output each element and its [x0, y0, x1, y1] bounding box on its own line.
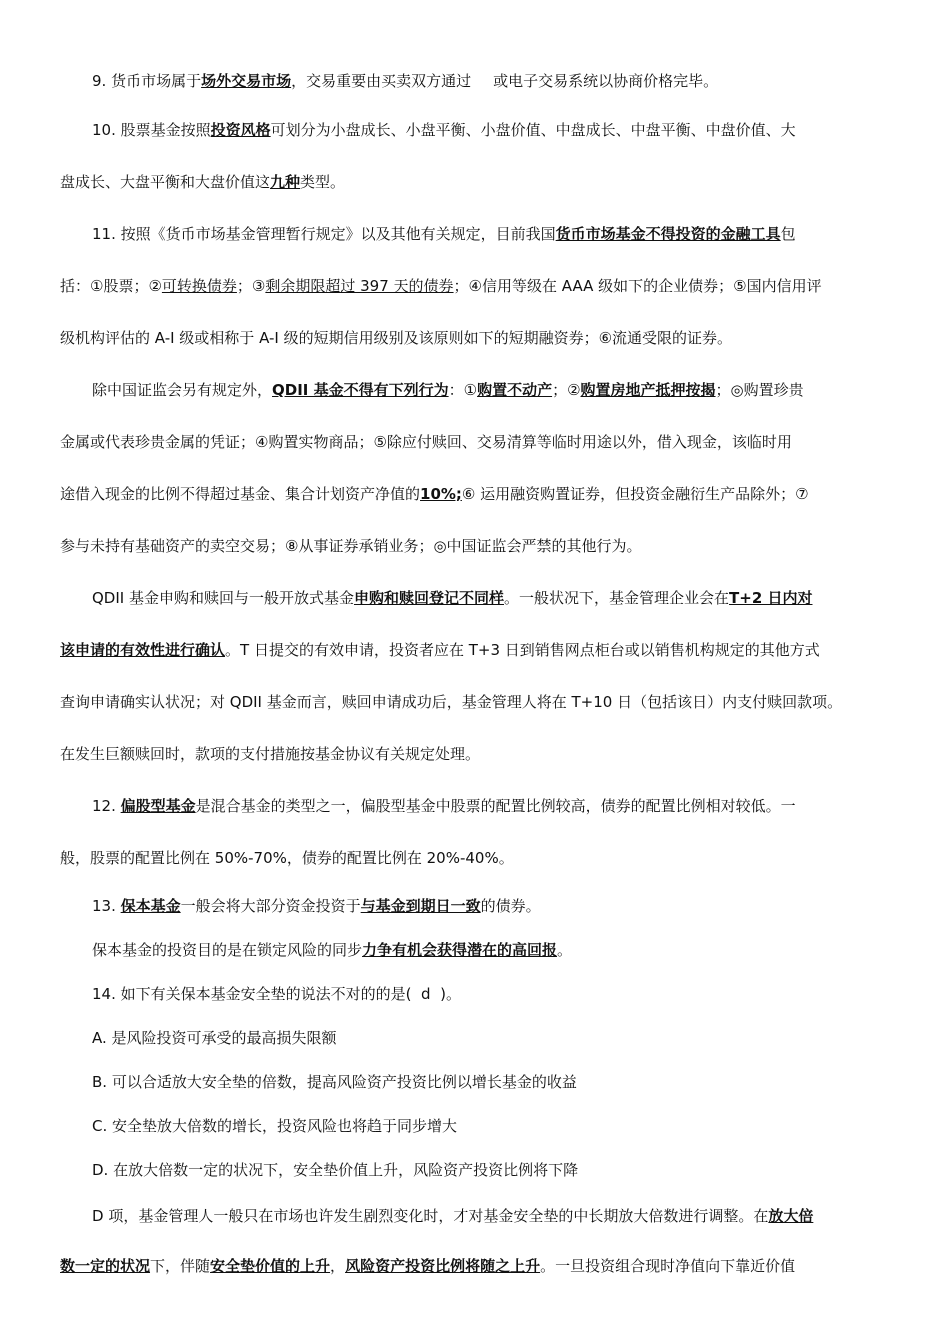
q14-answer: d: [421, 985, 431, 1003]
q9-line-1: 9. 货币市场属于场外交易市场，交易重要由买卖双方通过 或电子交易系统以协商价格完毕。: [92, 72, 719, 90]
qdii-line-4: 参与未持有基础资产的卖空交易；⑧从事证券承销业务；◎中国证监会严禁的其他行为。: [60, 537, 642, 555]
qdii2-line-4: 在发生巨额赎回时，款项的支付措施按基金协议有关规定处理。: [60, 745, 481, 763]
q12-line-1: 12. 偏股型基金是混合基金的类型之一，偏股型基金中股票的配置比例较高，债券的配置比例相对较低。一: [92, 797, 796, 815]
q14-stem: 14. 如下有关保本基金安全垫的说法不对的的是( d )。: [92, 985, 461, 1003]
q14-option-c: C. 安全垫放大倍数的增长，投资风险也将趋于同步增大: [92, 1117, 458, 1135]
q14-explanation-line-2: 数一定的状况下，伴随安全垫价值的上升，风险资产投资比例将随之上升。一旦投资组合现时净值向下靠近价值: [60, 1257, 796, 1275]
q12-line-2: 般，股票的配置比例在 50%-70%，债券的配置比例在 20%-40%。: [60, 849, 514, 867]
q11-line-2: 括：①股票；②可转换债券；③剩余期限超过 397 天的债券；④信用等级在 AAA 级如下的企业债券；⑤国内信用评: [60, 277, 822, 295]
q13-line-1: 13. 保本基金一般会将大部分资金投资于与基金到期日一致的债券。: [92, 897, 541, 915]
q11-line-1: 11. 按照《货币市场基金管理暂行规定》以及其他有关规定，目前我国货币市场基金不得投资的金融工具包: [92, 225, 796, 243]
q14-option-d: D. 在放大倍数一定的状况下，安全垫价值上升，风险资产投资比例将下降: [92, 1161, 579, 1179]
q11-line-3: 级机构评估的 A-I 级或相称于 A-I 级的短期信用级别及该原则如下的短期融资券；⑥流通受限的证券。: [60, 329, 733, 347]
qdii2-line-3: 查询申请确实认状况；对 QDII 基金而言，赎回申请成功后，基金管理人将在 T+10 日（包括该日）内支付赎回款项。: [60, 693, 843, 711]
qdii2-line-1: QDII 基金申购和赎回与一般开放式基金申购和赎回登记不同样。一般状况下，基金管理企业会在T+2 日内对: [92, 589, 813, 607]
q14-explanation-line-1: D 项，基金管理人一般只在市场也许发生剧烈变化时，才对基金安全垫的中长期放大倍数进行调整。在放大倍: [92, 1207, 814, 1225]
q10-line-1: 10. 股票基金按照投资风格可划分为小盘成长、小盘平衡、小盘价值、中盘成长、中盘平衡、中盘价值、大: [92, 121, 796, 139]
q14-option-b: B. 可以合适放大安全垫的倍数，提高风险资产投资比例以增长基金的收益: [92, 1073, 577, 1091]
qdii-line-1: 除中国证监会另有规定外，QDII 基金不得有下列行为：①购置不动产；②购置房地产抵押按揭；◎购置珍贵: [92, 381, 804, 399]
qdii-line-2: 金属或代表珍贵金属的凭证；④购置实物商品；⑤除应付赎回、交易清算等临时用途以外，借入现金，该临时用: [60, 433, 792, 451]
qdii2-line-2: 该申请的有效性进行确认。T 日提交的有效申请，投资者应在 T+3 日到销售网点柜台或以销售机构规定的其他方式: [60, 641, 820, 659]
q10-line-2: 盘成长、大盘平衡和大盘价值这九种类型。: [60, 173, 346, 191]
q13-line-2: 保本基金的投资目的是在锁定风险的同步力争有机会获得潜在的高回报。: [92, 941, 573, 959]
qdii-line-3: 途借入现金的比例不得超过基金、集合计划资产净值的10%;⑥ 运用融资购置证券，但投资金融衍生产品除外；⑦: [60, 485, 809, 503]
q14-option-a: A. 是风险投资可承受的最高损失限额: [92, 1029, 337, 1047]
